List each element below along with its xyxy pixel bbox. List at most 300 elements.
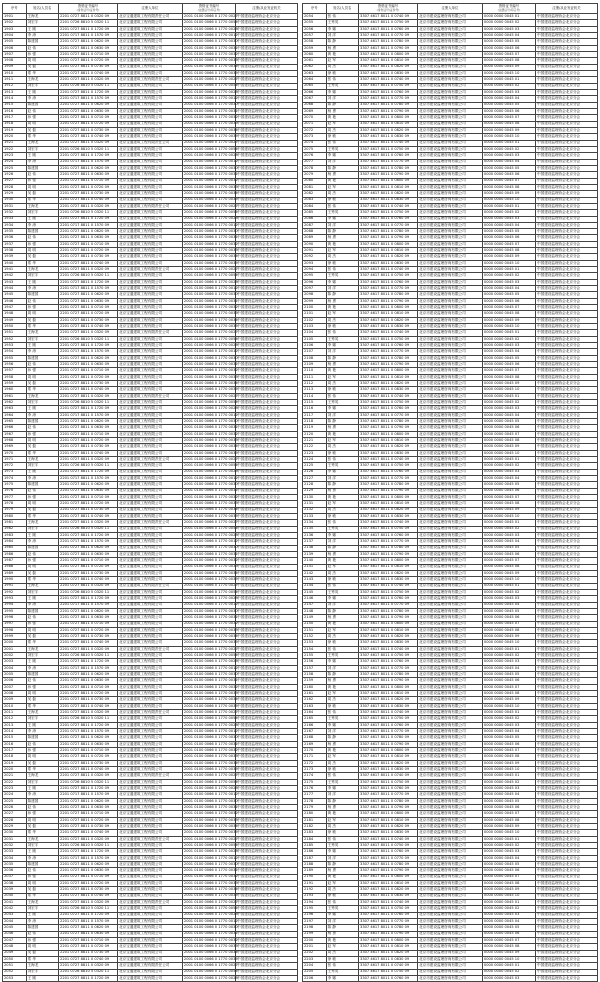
row-cert: 3307 4617 8011 0 0830 09 xyxy=(359,640,418,646)
row-seq: 1950 xyxy=(3,324,27,330)
row-name: 周 杰 xyxy=(326,950,358,956)
row-seq: 1977 xyxy=(3,494,27,500)
row-cert2: 2001 0100 0066 0 1770 0031 xyxy=(183,931,238,936)
row-name: 杨 勇 xyxy=(326,805,358,811)
row-cert2: 2001 0100 0066 0 1770 0028 xyxy=(183,659,238,664)
row-name: 陈建国 xyxy=(26,672,58,678)
row-unit: 北京市建设监理咨询有限公司 xyxy=(418,653,483,659)
row-org: 中国建设监理协会北京分会 xyxy=(536,817,598,823)
row-name: 李 娜 xyxy=(326,912,358,918)
row-cert: 2201 0727 8811 0 1720 09 xyxy=(59,849,118,855)
row-cert: 3307 4617 8011 0 0780 09 xyxy=(359,355,418,361)
row-name: 黄 艳 xyxy=(326,621,358,627)
row-name: 李 娜 xyxy=(326,469,358,475)
row-unit: 北京市建设监理咨询有限公司 xyxy=(418,39,483,45)
row-org: 中国建设监理协会北京分会 xyxy=(536,191,598,197)
row-org: 中国建设监理协会北京分会 xyxy=(236,197,298,203)
row-cert2: 2001 0100 0066 0 1770 0054 xyxy=(183,526,238,531)
row-name: 徐 敏 xyxy=(326,703,358,709)
row-cert: 3307 4617 8011 0 0770 09 xyxy=(359,602,418,608)
row-name: 赵 军 xyxy=(326,374,358,380)
row-cert2: 2001 0100 0066 0 1770 0034 xyxy=(183,697,238,702)
row-name: 周 明 xyxy=(26,817,58,823)
row-org: 中国建设监理协会北京分会 xyxy=(536,513,598,519)
row-unit: 北京市建设监理咨询有限公司 xyxy=(418,355,483,361)
row-name: 张 伟 xyxy=(326,963,358,969)
row-org: 中国建设监理协会北京分会 xyxy=(536,950,598,956)
row-seq: 2015 xyxy=(3,735,27,741)
row-org: 中国建设监理协会北京分会 xyxy=(236,494,298,500)
row-cert: 3307 4617 8011 0 0760 09 xyxy=(359,532,418,538)
row-name: 杨 勇 xyxy=(326,931,358,937)
row-name: 李 涛 xyxy=(26,665,58,671)
row-seq: 2086 xyxy=(303,216,327,222)
row-name: 赵 军 xyxy=(326,437,358,443)
row-unit: 北京宝通建筑工程有限公司 xyxy=(118,96,183,102)
row-unit: 北京宝通建筑工程有限责任公司 xyxy=(118,456,183,462)
row-name: 王海龙 xyxy=(26,77,58,83)
row-seq: 2024 xyxy=(3,792,27,798)
row-unit: 北京宝通建筑工程有限公司 xyxy=(118,513,183,519)
row-unit: 北京市建设监理咨询有限公司 xyxy=(418,767,483,773)
row-unit: 北京市建设监理咨询有限公司 xyxy=(418,400,483,406)
row-cert2: 2001 0100 0066 0 1770 0030 xyxy=(183,671,238,676)
row-cert: 3307 4617 8011 0 0820 09 xyxy=(359,760,418,766)
row-seq: 2033 xyxy=(3,849,27,855)
row-org: 中国建设监理协会北京分会 xyxy=(236,222,298,228)
row-cert2: 2001 0100 0066 0 1770 0027 xyxy=(183,266,238,271)
row-name: 王 刚 xyxy=(26,722,58,728)
row-cert: 3307 4617 8011 0 0790 09 xyxy=(359,45,418,51)
row-cert: 2201 0727 8811 0 1720 09 xyxy=(59,975,118,981)
row-org: 中国建设监理协会北京分会 xyxy=(236,419,298,425)
row-cert2: 2001 0100 0066 0 1770 0033 xyxy=(183,754,238,759)
row-seq: 2112 xyxy=(303,381,327,387)
row-cert: 2201 0727 8811 0 0620 09 xyxy=(59,355,118,361)
row-unit: 北京宝通建筑工程有限公司 xyxy=(118,494,183,500)
row-unit: 北京市建设监理咨询有限公司 xyxy=(418,602,483,608)
row-unit: 北京宝通建筑工程有限公司 xyxy=(118,279,183,285)
row-org: 中国建设监理协会北京分会 xyxy=(236,450,298,456)
row-unit: 北京宝通建筑工程有限责任公司 xyxy=(118,77,183,83)
row-org: 中国建设监理协会北京分会 xyxy=(236,406,298,412)
row-cert: 3307 4617 8011 0 0820 09 xyxy=(359,824,418,830)
row-seq: 2185 xyxy=(303,842,327,848)
row-name: 张 伟 xyxy=(326,836,358,842)
row-name: 周 明 xyxy=(26,248,58,254)
row-org: 中国建设监理协会北京分会 xyxy=(536,912,598,918)
row-org: 中国建设监理协会北京分会 xyxy=(536,400,598,406)
row-org: 中国建设监理协会北京分会 xyxy=(236,842,298,848)
row-unit: 北京市建设监理咨询有限公司 xyxy=(418,70,483,76)
row-cert2: 2001 0100 0066 0 1770 0032 xyxy=(183,747,238,752)
row-unit: 北京宝通建筑工程有限公司 xyxy=(118,387,183,393)
row-org: 中国建设监理协会北京分会 xyxy=(536,665,598,671)
row-org: 中国建设监理协会北京分会 xyxy=(536,165,598,171)
row-seq: 1910 xyxy=(3,70,27,76)
row-name: 李 娜 xyxy=(326,406,358,412)
row-name: 吴 磊 xyxy=(26,760,58,766)
row-seq: 2020 xyxy=(3,767,27,773)
row-unit: 北京宝通建筑工程有限公司 xyxy=(118,260,183,266)
row-org: 中国建设监理协会北京分会 xyxy=(536,267,598,273)
row-cert: 2201 0727 8811 0 0620 09 xyxy=(59,165,118,171)
row-cert2: 0000 0000 0045 07 xyxy=(482,51,535,57)
row-seq: 2105 xyxy=(303,336,327,342)
row-org: 中国建设监理协会北京分会 xyxy=(536,975,598,981)
row-cert: 3307 4617 8011 0 0790 09 xyxy=(359,678,418,684)
row-seq: 1924 xyxy=(3,159,27,165)
row-unit: 北京市建设监理咨询有限公司 xyxy=(418,697,483,703)
row-name: 刘宏宇 xyxy=(26,336,58,342)
row-cert2: 0000 0000 0045 03 xyxy=(482,216,535,222)
row-cert2: 0000 0000 0045 03 xyxy=(482,786,535,792)
row-seq: 1953 xyxy=(3,343,27,349)
row-name: 赵 伟 xyxy=(26,45,58,51)
row-name: 王 刚 xyxy=(26,153,58,159)
row-unit: 北京市建设监理咨询有限公司 xyxy=(418,836,483,842)
row-name: 李 娜 xyxy=(326,849,358,855)
row-seq: 2172 xyxy=(303,760,327,766)
row-cert: 2201 0717 8811 0 1570 09 xyxy=(59,918,118,924)
row-name: 陈建国 xyxy=(26,798,58,804)
row-unit: 北京宝通建筑工程有限公司 xyxy=(118,665,183,671)
row-unit: 北京宝通建筑工程有限公司 xyxy=(118,469,183,475)
row-org: 中国建设监理协会北京分会 xyxy=(536,425,598,431)
row-name: 周 明 xyxy=(26,754,58,760)
row-cert: 3307 4617 8011 0 0750 09 xyxy=(359,20,418,26)
row-org: 中国建设监理协会北京分会 xyxy=(536,286,598,292)
row-unit: 北京宝通建筑工程有限公司 xyxy=(118,178,183,184)
row-name: 陈建国 xyxy=(26,229,58,235)
row-unit: 北京宝通建筑工程有限公司 xyxy=(118,564,183,570)
row-name: 黄 艳 xyxy=(326,368,358,374)
row-cert2: 0000 0000 0045 04 xyxy=(482,222,535,228)
row-name: 刘 洋 xyxy=(326,96,358,102)
row-unit: 北京市建设监理咨询有限公司 xyxy=(418,298,483,304)
table-header xyxy=(303,4,598,14)
row-seq: 1973 xyxy=(3,469,27,475)
row-org: 中国建设监理协会北京分会 xyxy=(236,134,298,140)
row-cert: 3307 4617 8011 0 0790 09 xyxy=(359,868,418,874)
row-cert: 2201 0727 8811 0 0740 09 xyxy=(59,387,118,393)
row-cert2: 2001 0100 0066 0 1770 0033 xyxy=(183,880,238,885)
row-unit: 北京市建设监理咨询有限公司 xyxy=(418,855,483,861)
row-cert: 3307 4617 8011 0 0800 09 xyxy=(359,241,418,247)
row-name: 王秀英 xyxy=(326,83,358,89)
row-cert2: 0000 0000 0045 09 xyxy=(482,444,535,450)
row-cert2: 0000 0000 0045 01 xyxy=(482,330,535,336)
row-name: 张 伟 xyxy=(326,330,358,336)
row-cert2: 0000 0000 0045 10 xyxy=(482,387,535,393)
row-seq: 2163 xyxy=(303,703,327,709)
row-org: 中国建设监理协会北京分会 xyxy=(236,127,298,133)
row-cert: 2201 0727 8811 0 0620 09 xyxy=(59,545,118,551)
row-unit: 北京宝通建筑工程有限责任公司 xyxy=(118,203,183,209)
row-org: 中国建设监理协会北京分会 xyxy=(236,640,298,646)
row-unit: 北京宝通建筑工程有限责任公司 xyxy=(118,140,183,146)
row-cert2: 2001 0100 0066 0 1770 0012 xyxy=(183,349,238,354)
row-cert: 3307 4617 8011 0 0780 09 xyxy=(359,229,418,235)
row-seq: 2100 xyxy=(303,305,327,311)
row-seq: 2076 xyxy=(303,153,327,159)
row-org: 中国建设监理协会北京分会 xyxy=(536,368,598,374)
row-org: 中国建设监理协会北京分会 xyxy=(236,621,298,627)
row-org: 中国建设监理协会北京分会 xyxy=(536,798,598,804)
row-name: 李 娜 xyxy=(326,532,358,538)
col-header-unit: 注册人单位 xyxy=(418,4,483,14)
row-org: 中国建设监理协会北京分会 xyxy=(236,937,298,943)
row-cert: 2201 0727 8811 0 1720 09 xyxy=(59,912,118,918)
row-unit: 北京宝通建筑工程有限公司 xyxy=(118,627,183,633)
row-org: 中国建设监理协会北京分会 xyxy=(536,412,598,418)
row-unit: 北京市建设监理咨询有限公司 xyxy=(418,437,483,443)
row-seq: 1920 xyxy=(3,134,27,140)
row-unit: 北京市建设监理咨询有限公司 xyxy=(418,779,483,785)
row-unit: 北京宝通建筑工程有限公司 xyxy=(118,286,183,292)
row-name: 王海龙 xyxy=(26,773,58,779)
row-seq: 1926 xyxy=(3,172,27,178)
row-cert: 3307 4617 8011 0 0800 09 xyxy=(359,558,418,564)
row-unit: 北京宝通建筑工程有限公司 xyxy=(118,355,183,361)
row-seq: 2159 xyxy=(303,678,327,684)
row-org: 中国建设监理协会北京分会 xyxy=(536,735,598,741)
row-seq: 1916 xyxy=(3,108,27,114)
row-org: 中国建设监理协会北京分会 xyxy=(236,956,298,962)
row-unit: 北京宝通建筑工程有限公司 xyxy=(118,615,183,621)
row-cert: 2201 0727 8811 0 0320 09 xyxy=(59,77,118,83)
row-cert2: 0000 0000 0045 03 xyxy=(482,532,535,538)
col-header-cert2: 资格证书编号 (注册证号/印章号) xyxy=(482,4,535,14)
row-name: 郑 华 xyxy=(26,640,58,646)
row-name: 王 刚 xyxy=(26,343,58,349)
row-org: 中国建设监理协会北京分会 xyxy=(236,32,298,38)
row-unit: 北京宝通建筑工程有限公司 xyxy=(118,912,183,918)
row-name: 刘 洋 xyxy=(326,159,358,165)
row-org: 中国建设监理协会北京分会 xyxy=(536,937,598,943)
row-org: 中国建设监理协会北京分会 xyxy=(236,748,298,754)
row-unit: 北京市建设监理咨询有限公司 xyxy=(418,589,483,595)
row-name: 李 涛 xyxy=(26,729,58,735)
row-name: 王秀英 xyxy=(326,716,358,722)
row-name: 周 杰 xyxy=(326,634,358,640)
row-seq: 1938 xyxy=(3,248,27,254)
row-cert2: 0000 0000 0045 09 xyxy=(482,634,535,640)
row-cert: 2201 0727 8811 0 0740 09 xyxy=(59,450,118,456)
row-seq: 2124 xyxy=(303,456,327,462)
row-seq: 2017 xyxy=(3,748,27,754)
row-seq: 2168 xyxy=(303,735,327,741)
row-org: 中国建设监理协会北京分会 xyxy=(236,691,298,697)
row-unit: 北京市建设监理咨询有限公司 xyxy=(418,235,483,241)
row-cert: 3307 4617 8011 0 0810 09 xyxy=(359,817,418,823)
row-seq: 2131 xyxy=(303,501,327,507)
row-org: 中国建设监理协会北京分会 xyxy=(536,893,598,899)
row-seq: 2010 xyxy=(3,703,27,709)
row-cert2: 2001 0100 0066 0 1770 0027 xyxy=(183,709,238,714)
row-unit: 北京市建设监理咨询有限公司 xyxy=(418,165,483,171)
row-name: 赵 伟 xyxy=(26,678,58,684)
row-name: 王 刚 xyxy=(26,849,58,855)
row-name: 陈建国 xyxy=(26,482,58,488)
row-org: 中国建设监理协会北京分会 xyxy=(236,950,298,956)
row-unit: 北京市建设监理咨询有限公司 xyxy=(418,880,483,886)
row-name: 赵 伟 xyxy=(26,741,58,747)
row-unit: 北京市建设监理咨询有限公司 xyxy=(418,349,483,355)
row-cert2: 2001 0100 0066 0 1770 0034 xyxy=(183,380,238,385)
row-seq: 2035 xyxy=(3,861,27,867)
row-cert: 3307 4617 8011 0 0760 09 xyxy=(359,469,418,475)
row-org: 中国建设监理协会北京分会 xyxy=(536,362,598,368)
row-cert: 2201 0727 8811 0 0710 09 xyxy=(59,241,118,247)
row-seq: 1976 xyxy=(3,488,27,494)
row-cert: 3307 4617 8011 0 0750 09 xyxy=(359,83,418,89)
row-org: 中国建设监理协会北京分会 xyxy=(236,121,298,127)
row-name: 王 刚 xyxy=(26,912,58,918)
row-unit: 北京市建设监理咨询有限公司 xyxy=(418,178,483,184)
row-unit: 北京宝通建筑工程有限公司 xyxy=(118,842,183,848)
row-name: 周 明 xyxy=(26,121,58,127)
row-org: 中国建设监理协会北京分会 xyxy=(536,475,598,481)
row-unit: 北京宝通建筑工程有限公司 xyxy=(118,805,183,811)
row-cert: 2201 0727 8811 0 0710 09 xyxy=(59,684,118,690)
row-unit: 北京市建设监理咨询有限公司 xyxy=(418,640,483,646)
row-name: 陈 静 xyxy=(326,39,358,45)
row-cert2: 0000 0000 0045 01 xyxy=(482,520,535,526)
row-name: 刘 洋 xyxy=(326,729,358,735)
row-org: 中国建设监理协会北京分会 xyxy=(236,944,298,950)
row-seq: 2018 xyxy=(3,754,27,760)
row-unit: 北京宝通建筑工程有限公司 xyxy=(118,729,183,735)
row-org: 中国建设监理协会北京分会 xyxy=(536,729,598,735)
row-seq: 2045 xyxy=(3,925,27,931)
row-name: 王秀英 xyxy=(326,210,358,216)
row-cert: 3307 4617 8011 0 0790 09 xyxy=(359,298,418,304)
row-org: 中国建设监理协会北京分会 xyxy=(236,665,298,671)
row-name: 刘宏宇 xyxy=(26,463,58,469)
row-seq: 2014 xyxy=(3,729,27,735)
row-org: 中国建设监理协会北京分会 xyxy=(236,589,298,595)
row-seq: 1999 xyxy=(3,634,27,640)
row-unit: 北京宝通建筑工程有限公司 xyxy=(118,653,183,659)
row-seq: 1949 xyxy=(3,317,27,323)
row-unit: 北京宝通建筑工程有限公司 xyxy=(118,463,183,469)
row-name: 李 娜 xyxy=(326,596,358,602)
row-org: 中国建设监理协会北京分会 xyxy=(236,507,298,513)
row-org: 中国建设监理协会北京分会 xyxy=(236,792,298,798)
row-cert2: 0000 0000 0045 04 xyxy=(482,349,535,355)
row-cert: 2201 0727 8811 0 0620 09 xyxy=(59,925,118,931)
row-cert: 2201 0727 8811 0 1720 09 xyxy=(59,89,118,95)
row-unit: 北京市建设监理咨询有限公司 xyxy=(418,248,483,254)
row-org: 中国建设监理协会北京分会 xyxy=(536,172,598,178)
row-cert: 2201 0727 8811 0 0630 09 xyxy=(59,172,118,178)
row-org: 中国建设监理协会北京分会 xyxy=(236,596,298,602)
row-name: 吴 磊 xyxy=(26,570,58,576)
row-org: 中国建设监理协会北京分会 xyxy=(536,640,598,646)
row-org: 中国建设监理协会北京分会 xyxy=(536,570,598,576)
row-seq: 2118 xyxy=(303,419,327,425)
row-org: 中国建设监理协会北京分会 xyxy=(236,58,298,64)
row-name: 徐 敏 xyxy=(326,450,358,456)
table-body xyxy=(303,14,598,982)
row-cert: 3307 4617 8011 0 0810 09 xyxy=(359,691,418,697)
row-seq: 2140 xyxy=(303,558,327,564)
row-seq: 2044 xyxy=(3,918,27,924)
row-org: 中国建设监理协会北京分会 xyxy=(236,336,298,342)
row-cert2: 0000 0000 0045 09 xyxy=(482,191,535,197)
row-unit: 北京市建设监理咨询有限公司 xyxy=(418,203,483,209)
row-unit: 北京宝通建筑工程有限责任公司 xyxy=(118,836,183,842)
row-cert: 3307 4617 8011 0 0740 09 xyxy=(359,963,418,969)
row-cert: 2201 0727 8811 0 0730 09 xyxy=(59,950,118,956)
row-org: 中国建设监理协会北京分会 xyxy=(536,918,598,924)
row-org: 中国建设监理协会北京分会 xyxy=(536,760,598,766)
row-name: 周 明 xyxy=(26,58,58,64)
row-cert2: 2001 0100 0066 0 1770 0054 xyxy=(183,463,238,468)
row-seq: 2064 xyxy=(303,77,327,83)
row-cert: 2201 0727 8811 0 0620 09 xyxy=(59,292,118,298)
row-seq: 1981 xyxy=(3,520,27,526)
row-cert2: 0000 0000 0045 09 xyxy=(482,760,535,766)
row-cert2: 2001 0100 0066 0 1770 0034 xyxy=(183,127,238,132)
row-cert: 2201 0727 8811 0 1720 09 xyxy=(59,469,118,475)
row-org: 中国建设监理协会北京分会 xyxy=(536,311,598,317)
row-name: 王海龙 xyxy=(26,393,58,399)
row-cert: 3307 4617 8011 0 0830 09 xyxy=(359,70,418,76)
row-cert2: 0000 0000 0045 09 xyxy=(482,507,535,513)
row-cert2: 2001 0100 0066 0 1770 0034 xyxy=(183,254,238,259)
row-seq: 2085 xyxy=(303,210,327,216)
row-name: 周 杰 xyxy=(326,760,358,766)
row-unit: 北京宝通建筑工程有限公司 xyxy=(118,70,183,76)
row-cert2: 2001 0100 0066 0 1770 0032 xyxy=(183,115,238,120)
row-cert: 2201 0727 8811 0 0730 09 xyxy=(59,317,118,323)
row-unit: 北京市建设监理咨询有限公司 xyxy=(418,798,483,804)
row-name: 杨 勇 xyxy=(326,868,358,874)
row-unit: 北京宝通建筑工程有限公司 xyxy=(118,937,183,943)
row-org: 中国建设监理协会北京分会 xyxy=(236,14,298,20)
row-seq: 2186 xyxy=(303,849,327,855)
row-cert2: 0000 0000 0045 03 xyxy=(482,89,535,95)
row-cert2: 0000 0000 0045 02 xyxy=(482,400,535,406)
row-org: 中国建设监理协会北京分会 xyxy=(236,779,298,785)
row-name: 刘 洋 xyxy=(326,539,358,545)
row-seq: 2203 xyxy=(303,956,327,962)
row-cert2: 2001 0100 0066 0 1770 0035 xyxy=(183,577,238,582)
row-name: 李 娜 xyxy=(326,722,358,728)
row-org: 中国建设监理协会北京分会 xyxy=(236,773,298,779)
row-unit: 北京宝通建筑工程有限公司 xyxy=(118,887,183,893)
row-org: 中国建设监理协会北京分会 xyxy=(236,583,298,589)
row-cert: 2201 0727 8811 0 0730 09 xyxy=(59,824,118,830)
row-cert2: 0000 0000 0045 04 xyxy=(482,96,535,102)
row-cert: 2201 0717 8811 0 1570 09 xyxy=(59,539,118,545)
row-cert2: 0000 0000 0045 09 xyxy=(482,254,535,260)
row-name: 王秀英 xyxy=(326,526,358,532)
row-seq: 2132 xyxy=(303,507,327,513)
row-name: 郑 华 xyxy=(26,197,58,203)
row-cert2: 0000 0000 0045 07 xyxy=(482,494,535,500)
row-name: 陈 静 xyxy=(326,925,358,931)
row-cert2: 0000 0000 0045 07 xyxy=(482,431,535,437)
row-unit: 北京宝通建筑工程有限公司 xyxy=(118,830,183,836)
row-name: 吴 磊 xyxy=(26,191,58,197)
row-cert2: 0000 0000 0045 05 xyxy=(482,102,535,108)
row-name: 陈 静 xyxy=(326,735,358,741)
row-cert2: 0000 0000 0045 01 xyxy=(482,140,535,146)
row-seq: 1987 xyxy=(3,558,27,564)
